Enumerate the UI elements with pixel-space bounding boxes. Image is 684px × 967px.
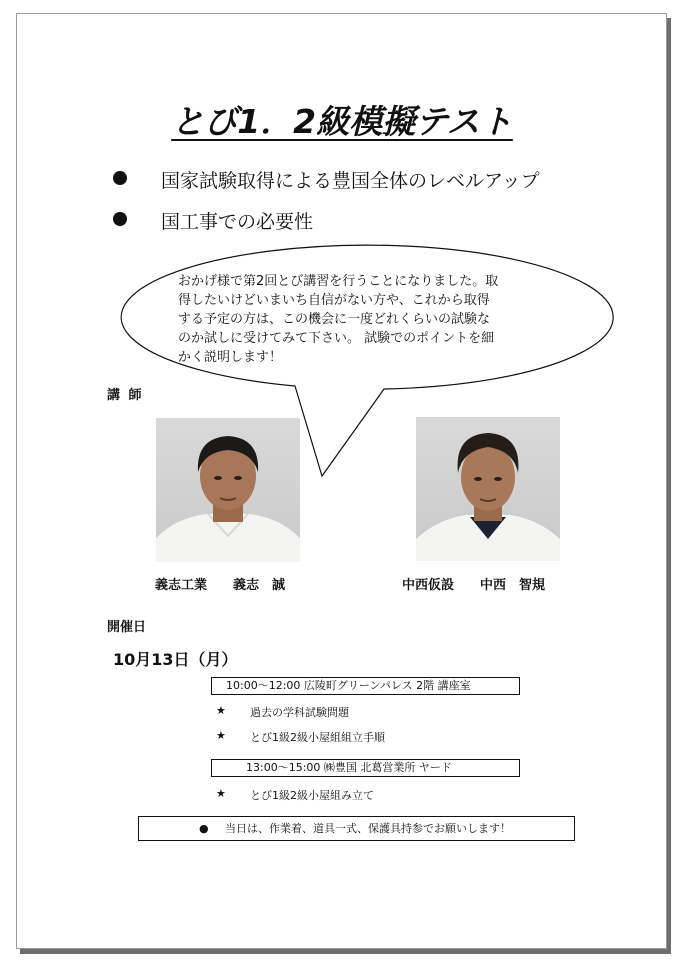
date-label: 開催日 [107,620,147,635]
page-title: とび1．2級模擬テスト [171,102,513,141]
session-1-header: 10:00～12:00 広陵町グリーンパレス 2階 講座室 [211,677,520,695]
star-icon: ★ [216,729,226,742]
instructors-label: 講 師 [107,388,144,403]
event-date: 10月13日（月） [113,650,238,669]
session-2-header: 13:00～15:00 ㈱豊国 北葛営業所 ヤード [211,759,520,777]
instructor-caption-1: 義志工業 義志 誠 [155,578,286,593]
instructor-photo-1 [156,418,300,562]
notice-box: ● 当日は、作業着、道具一式、保護具持参でお願いします！ [138,816,575,841]
star-icon: ★ [216,704,226,717]
instructor-caption-2: 中西仮設 中西 智規 [402,578,546,593]
instructor-photo-2 [416,417,560,561]
black-dot-icon: ● [199,822,209,835]
speech-bubble-text: おかげ様で第2回とび講習を行うことになりました。取 得したいけどいまいち自信がない方や、これから取得 する予定の方は、この機会に一度どれくらいの試験な のか試しに受けてみて下さい。 試験でのポイントを細 かく説明します！ [178,274,499,365]
star-icon: ★ [216,787,226,800]
